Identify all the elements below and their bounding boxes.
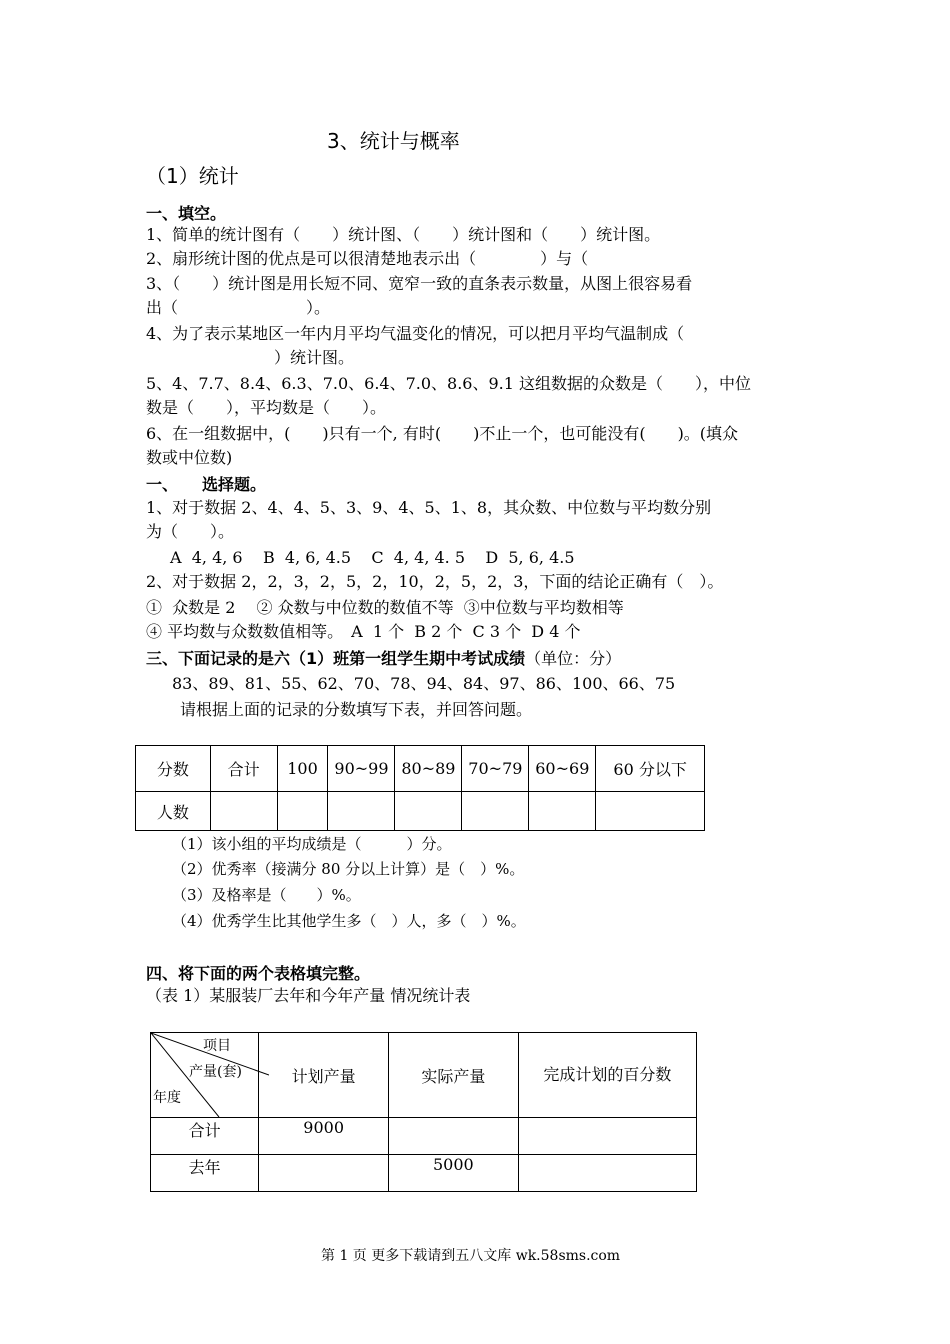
section3-heading-note: （单位：分）	[525, 649, 622, 668]
section1-heading: 一、填空。	[146, 204, 227, 223]
table-cell[interactable]	[518, 1155, 696, 1192]
section2-line: ① 众数是 2 ② 众数与中位数的数值不等 ③中位数与平均数相等	[146, 598, 624, 617]
section4-heading: 四、将下面的两个表格填完整。	[146, 964, 371, 983]
section3-instruction: 请根据上面的记录的分数填写下表，并回答问题。	[180, 700, 533, 719]
section2-heading: 一、 选择题。	[146, 475, 267, 494]
table-header-cell: 90~99	[328, 746, 395, 792]
diag-label-mid: 产量(套)	[189, 1064, 242, 1080]
table-cell[interactable]	[389, 1118, 519, 1155]
table-header-cell: 完成计划的百分数	[518, 1033, 696, 1118]
score-table	[135, 745, 705, 831]
table-cell[interactable]	[395, 792, 462, 831]
table-cell[interactable]	[596, 792, 705, 831]
table-cell[interactable]	[277, 792, 328, 831]
page-title: 3、统计与概率	[327, 129, 460, 153]
table-cell[interactable]: 9000	[259, 1118, 389, 1155]
section3-question: （4）优秀学生比其他学生多（ ）人，多（ ）%。	[172, 912, 526, 930]
section1-line: ）统计图。	[146, 348, 355, 367]
section1-line: 数或中位数)	[146, 448, 233, 467]
section1-line: 4、为了表示某地区一年内月平均气温变化的情况，可以把月平均气温制成（	[146, 324, 685, 343]
table-cell[interactable]	[518, 1118, 696, 1155]
table-row-label: 去年	[151, 1155, 259, 1192]
section1-line: 1、简单的统计图有（ ）统计图、（ ）统计图和（ ）统计图。	[146, 225, 661, 244]
table-row-label: 人数	[136, 792, 211, 831]
section2-line: 1、对于数据 2、4、4、5、3、9、4、5、1、8，其众数、中位数与平均数分别	[146, 498, 712, 517]
table-header-cell: 计划产量	[259, 1033, 389, 1118]
table-row	[136, 746, 705, 792]
section2-line: ④ 平均数与众数数值相等。 A 1 个 B 2 个 C 3 个 D 4 个	[146, 622, 581, 641]
table-header-cell: 合计	[210, 746, 277, 792]
section2-line: 为（ ）。	[146, 522, 235, 541]
section3-heading: 三、下面记录的是六（1）班第一组学生期中考试成绩	[146, 649, 526, 668]
table-caption: （表 1）某服装厂去年和今年产量 情况统计表	[146, 986, 471, 1005]
table-cell[interactable]	[462, 792, 529, 831]
table-header-cell: 80~89	[395, 746, 462, 792]
table-header-cell: 分数	[136, 746, 211, 792]
section3-heading-row	[146, 646, 621, 671]
section1-line: 2、扇形统计图的优点是可以很清楚地表示出（ ）与（	[146, 249, 589, 268]
table-row	[151, 1033, 697, 1118]
diag-label-top: 项目	[203, 1038, 231, 1054]
section3-question: （1）该小组的平均成绩是（ ）分。	[172, 835, 452, 853]
diagonal-header-cell	[151, 1033, 259, 1118]
production-table	[150, 1032, 697, 1192]
page-footer: 第 1 页 更多下载请到五八文库 wk.58sms.com	[321, 1248, 621, 1264]
table-cell[interactable]	[529, 792, 596, 831]
diag-label-bottom: 年度	[153, 1090, 181, 1106]
table-row	[136, 792, 705, 831]
table-row	[151, 1118, 697, 1155]
section3-question: （3）及格率是（ ）%。	[172, 886, 361, 904]
section1-line: 出（ ）。	[146, 298, 331, 317]
section2-options: A 4, 4, 6 B 4, 6, 4.5 C 4, 4, 4. 5 D 5, 6, 4.5	[170, 548, 575, 567]
table-header-cell: 实际产量	[389, 1033, 519, 1118]
section1-line: 3、（ ）统计图是用长短不同、宽窄一致的直条表示数量，从图上很容易看	[146, 274, 693, 293]
table-cell[interactable]	[210, 792, 277, 831]
table-header-cell: 60 分以下	[596, 746, 705, 792]
section-subtitle: （1）统计	[146, 164, 239, 188]
section1-line: 数是（ ），平均数是（ ）。	[146, 398, 387, 417]
section1-line: 6、在一组数据中，( )只有一个, 有时( )不止一个，也可能没有( )。(填众	[146, 424, 739, 443]
table-header-cell: 60~69	[529, 746, 596, 792]
table-header-cell: 70~79	[462, 746, 529, 792]
table-header-cell: 100	[277, 746, 328, 792]
table-cell[interactable]: 5000	[389, 1155, 519, 1192]
section3-question: （2）优秀率（接满分 80 分以上计算）是（ ）%。	[172, 860, 525, 878]
section1-line: 5、4、7.7、8.4、6.3、7.0、6.4、7.0、8.6、9.1 这组数据的众数是（ ），中位	[146, 374, 752, 393]
table-row-label: 合计	[151, 1118, 259, 1155]
table-cell[interactable]	[259, 1155, 389, 1192]
table-row	[151, 1155, 697, 1192]
table-cell[interactable]	[328, 792, 395, 831]
score-list: 83、89、81、55、62、70、78、94、84、97、86、100、66、75	[172, 674, 676, 693]
section2-line: 2、对于数据 2，2，3，2，5，2，10，2，5，2，3，下面的结论正确有（ ）。	[146, 572, 724, 591]
